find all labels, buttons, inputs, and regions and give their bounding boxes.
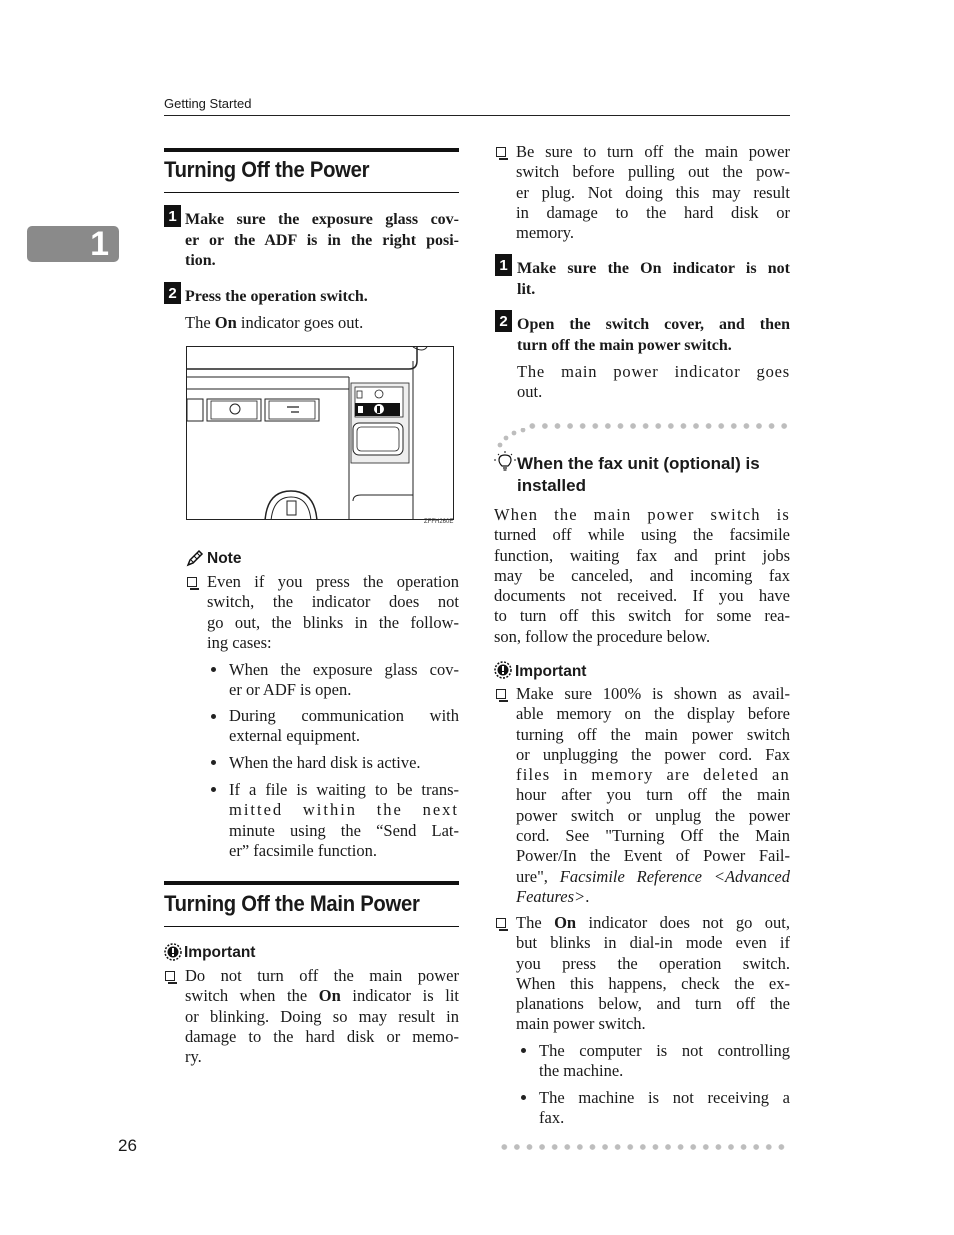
step-1-badge: 1 <box>164 205 181 227</box>
bullet-icon <box>521 1048 526 1053</box>
note-checkbox-icon <box>187 577 197 587</box>
section-rule-top <box>164 881 459 885</box>
note-bullet-item: During communication with external equipment. <box>229 706 459 746</box>
checkbox-icon <box>496 689 506 699</box>
bullet-icon <box>521 1095 526 1100</box>
running-head: Getting Started <box>164 96 252 111</box>
figure-caption: ZFFH260E <box>424 519 454 525</box>
checkbox-icon <box>496 147 506 157</box>
important-text: Do not turn off the main power switch when the On indicator is lit or blinking. Doing so may result in damage to the hard disk or memo- ry. <box>185 966 459 1067</box>
step-2-result: The On indicator goes out. <box>185 313 364 332</box>
step-2-text: Open the switch cover, and then turn off the main power switch. <box>517 316 790 354</box>
note-text: Even if you press the operation switch, the indicator does not go out, the blinks in the follow- ing cases: <box>207 572 459 652</box>
tip-dotted-rule-bottom <box>498 1144 790 1150</box>
step-1-text: Make sure the On indicator is not lit. <box>517 260 790 298</box>
important-label: Important <box>515 663 587 680</box>
tip-title: When the fax unit (optional) is installed <box>517 454 760 495</box>
important-bullet-item: The machine is not receiving a fax. <box>539 1088 790 1128</box>
important-item-memory: Make sure 100% is shown as avail- able memory on the display before turning off the main power switch or unplugging the power cord. Fax files in memory are deleted an hour after you turn off the main power switch or unplug the power cord. See "Turning Off the Main Power/In the Event of Power Fail- ure", Facsimile Reference <Advanced Features>. <box>516 684 790 906</box>
bullet-icon <box>211 760 216 765</box>
note-label: Note <box>207 550 242 567</box>
light-bulb-icon <box>494 451 516 473</box>
step-2-text: Press the operation switch. <box>185 288 368 305</box>
tip-dotted-rule-top <box>526 423 790 429</box>
important-checkbox-icon <box>165 971 175 981</box>
section-rule-bottom <box>164 926 459 927</box>
important-label: Important <box>184 944 256 961</box>
important-item-on-indicator: The On indicator does not go out, but blinks in dial-in mode even if you press the operation switch. When this happens, check the ex- planations below, and turn off the main power switch. <box>516 913 790 1034</box>
section-rule-bottom <box>164 192 459 193</box>
bullet-icon <box>211 714 216 719</box>
step-2-badge: 2 <box>495 310 512 332</box>
bullet-icon <box>211 787 216 792</box>
step-2-badge: 2 <box>164 282 181 304</box>
bullet-icon <box>211 667 216 672</box>
checkbox-icon <box>496 918 506 928</box>
operation-panel-drawing <box>187 347 454 520</box>
page-number: 26 <box>118 1136 137 1155</box>
tip-dotted-curve <box>496 428 526 448</box>
tip-body: When the main power switch is turned off while using the facsimile function, waiting fax and print jobs may be canceled, and incoming fax documents not received. If you have to turn off this switch for some rea- son, follow the procedure below. <box>494 505 790 646</box>
important-icon <box>164 943 182 961</box>
step-1-text: Make sure the exposure glass cov- er or the ADF is in the right posi- tion. <box>185 211 459 269</box>
operation-panel-illustration <box>186 346 454 520</box>
note-pencil-icon <box>186 549 204 567</box>
important-icon <box>494 661 512 679</box>
section-rule-top <box>164 148 459 152</box>
step-1-badge: 1 <box>495 254 512 276</box>
important-bullet-item: The computer is not controlling the machine. <box>539 1041 790 1081</box>
section-title-turning-off-power: Turning Off the Power <box>164 157 370 182</box>
note-bullet-item: When the hard disk is active. <box>229 753 421 772</box>
note-bullet-item: When the exposure glass cov- er or ADF is open. <box>229 660 459 700</box>
header-rule <box>164 115 790 116</box>
note-bullet-item: If a file is waiting to be trans- mitted within the next minute using the “Send Lat- er” facsimile function. <box>229 780 459 860</box>
section-title-turning-off-main-power: Turning Off the Main Power <box>164 891 420 916</box>
power-plug-warning: Be sure to turn off the main power switch before pulling out the pow- er plug. Not doing this may result in damage to the hard disk or memory. <box>516 142 790 243</box>
chapter-tab: 1 <box>27 226 119 262</box>
step-2-result: The main power indicator goes out. <box>517 362 790 402</box>
